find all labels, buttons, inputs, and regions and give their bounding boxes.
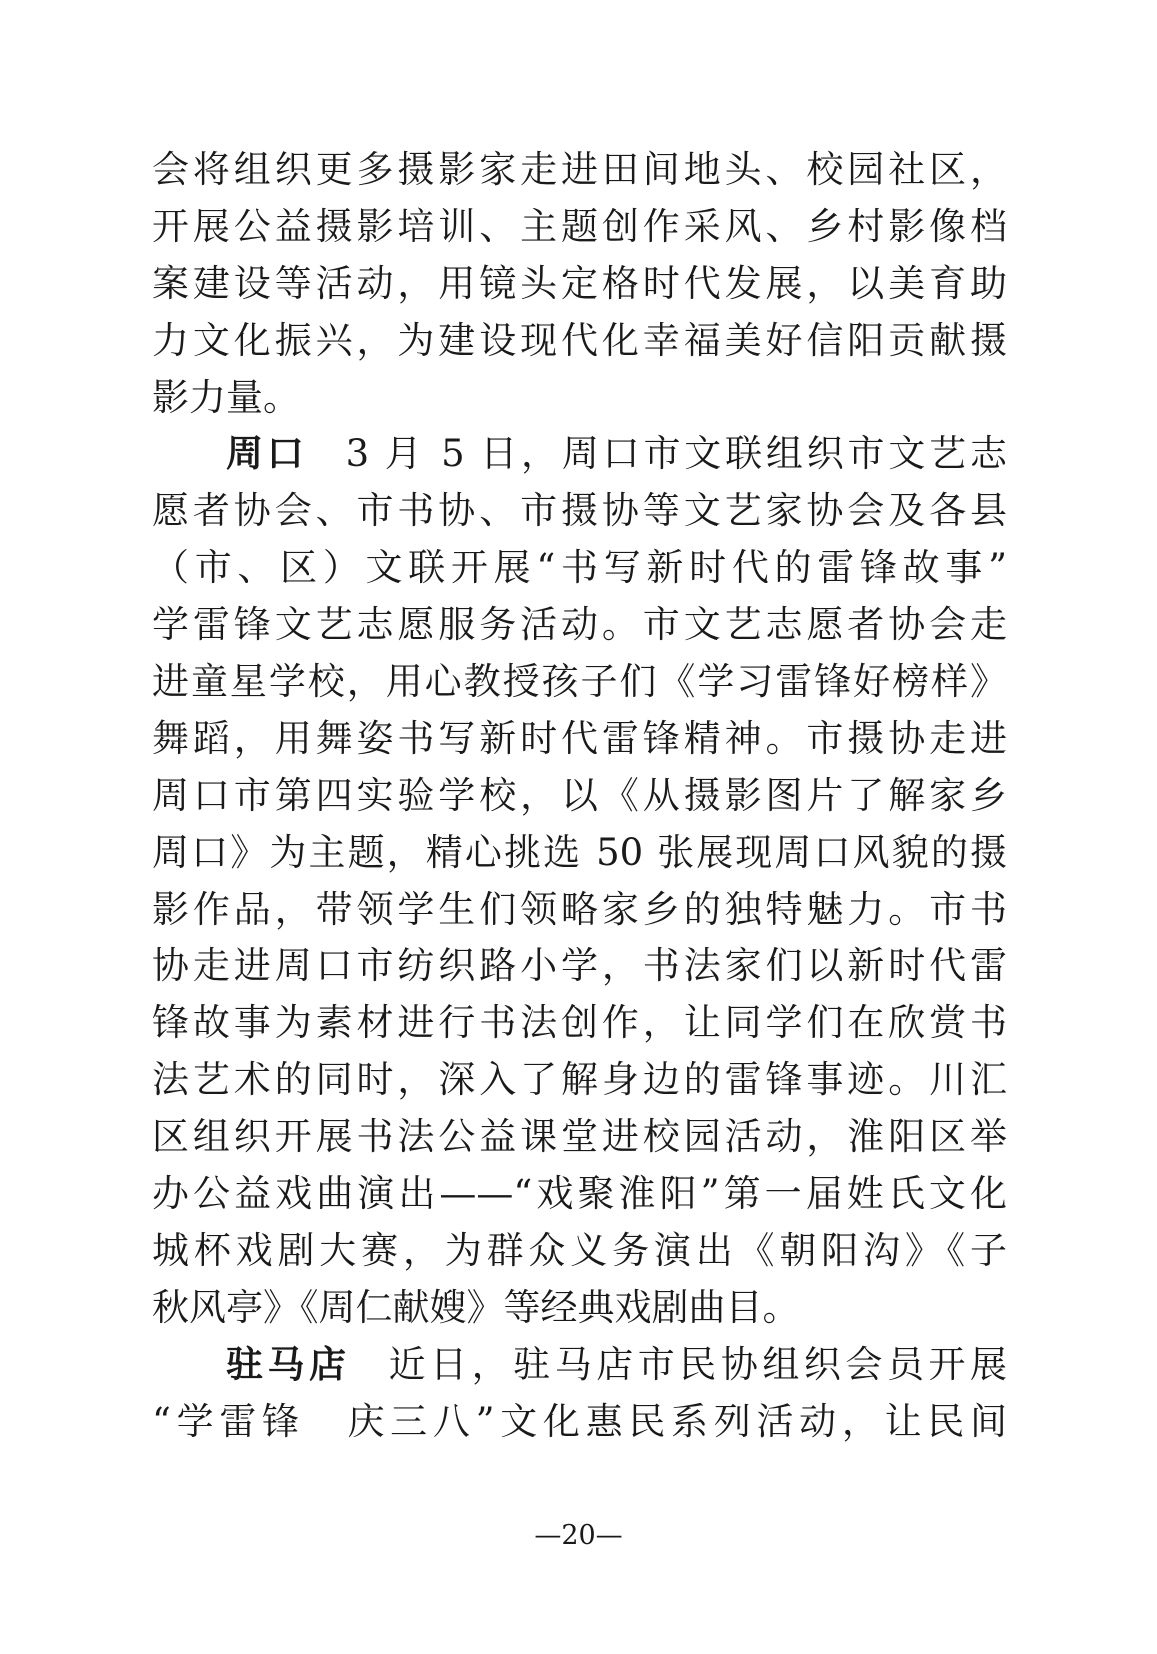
text-line — [152, 1223, 1007, 1280]
line-text: 愿者协会、市书协、市摄协等文艺家协会及各县 — [152, 489, 1007, 533]
text-line — [152, 882, 1007, 939]
line-text: 舞蹈，用舞姿书写新时代雷锋精神。市摄协走进 — [152, 716, 1007, 760]
line-text: 学雷锋文艺志愿服务活动。市文艺志愿者协会走 — [152, 603, 1007, 647]
text-line — [152, 1166, 1007, 1223]
text-line — [152, 995, 1007, 1052]
paragraph-lead-heading: 周口 — [226, 432, 308, 476]
line-text: 近日，驻马店市民协组织会员开展 — [388, 1342, 1007, 1386]
text-line — [152, 1280, 1007, 1337]
text-line — [152, 938, 1007, 995]
paragraph-lead-heading: 驻马店 — [226, 1342, 351, 1386]
line-text: 开展公益摄影培训、主题创作采风、乡村影像档 — [152, 204, 1007, 248]
line-text: 案建设等活动，用镜头定格时代发展，以美育助 — [152, 261, 1007, 305]
line-text: 力文化振兴，为建设现代化幸福美好信阳贡献摄 — [152, 318, 1007, 362]
text-line — [152, 142, 1007, 199]
line-text: 周口市第四实验学校，以《从摄影图片了解家乡 — [152, 773, 1007, 817]
paragraph — [152, 426, 1007, 1336]
line-text: 协走进周口市纺织路小学，书法家们以新时代雷 — [152, 944, 1007, 988]
text-line — [152, 483, 1007, 540]
text-line — [152, 597, 1007, 654]
line-text: 办公益戏曲演出——“戏聚淮阳”第一届姓氏文化 — [152, 1172, 1007, 1216]
line-text: “学雷锋 庆三八”文化惠民系列活动，让民间 — [152, 1399, 1007, 1443]
text-line — [152, 1394, 1007, 1451]
text-line — [152, 426, 1007, 483]
text-line — [152, 1109, 1007, 1166]
line-text: 影作品，带领学生们领略家乡的独特魅力。市书 — [152, 887, 1007, 931]
paragraph — [152, 142, 1007, 426]
line-text: 周口》为主题，精心挑选 50 张展现周口风貌的摄 — [152, 830, 1007, 874]
line-text: （市、区）文联开展“书写新时代的雷锋故事” — [152, 546, 1007, 590]
line-text: 3 月 5 日，周口市文联组织市文艺志 — [345, 432, 1007, 476]
text-line — [152, 654, 1007, 711]
text-line — [152, 825, 1007, 882]
text-line — [152, 1052, 1007, 1109]
text-line — [152, 313, 1007, 370]
text-line — [152, 768, 1007, 825]
text-line — [152, 370, 1007, 427]
page-number: —20— — [534, 1520, 623, 1551]
line-text: 区组织开展书法公益课堂进校园活动，淮阳区举 — [152, 1115, 1007, 1159]
line-text: 锋故事为素材进行书法创作，让同学们在欣赏书 — [152, 1001, 1007, 1045]
document-body — [152, 142, 1007, 1450]
line-text: 城杯戏剧大赛，为群众义务演出《朝阳沟》《子 — [152, 1228, 1007, 1272]
text-line — [152, 711, 1007, 768]
line-text: 影力量。 — [152, 375, 300, 419]
line-text: 进童星学校，用心教授孩子们《学习雷锋好榜样》 — [152, 660, 1007, 704]
paragraph — [152, 1337, 1007, 1451]
line-text: 法艺术的同时，深入了解身边的雷锋事迹。川汇 — [152, 1058, 1007, 1102]
line-text: 会将组织更多摄影家走进田间地头、校园社区， — [152, 148, 1007, 191]
text-line — [152, 1337, 1007, 1394]
text-line — [152, 199, 1007, 256]
text-line — [152, 540, 1007, 597]
line-text: 秋风亭》《周仁献嫂》等经典戏剧曲目。 — [152, 1285, 800, 1329]
text-line — [152, 256, 1007, 313]
